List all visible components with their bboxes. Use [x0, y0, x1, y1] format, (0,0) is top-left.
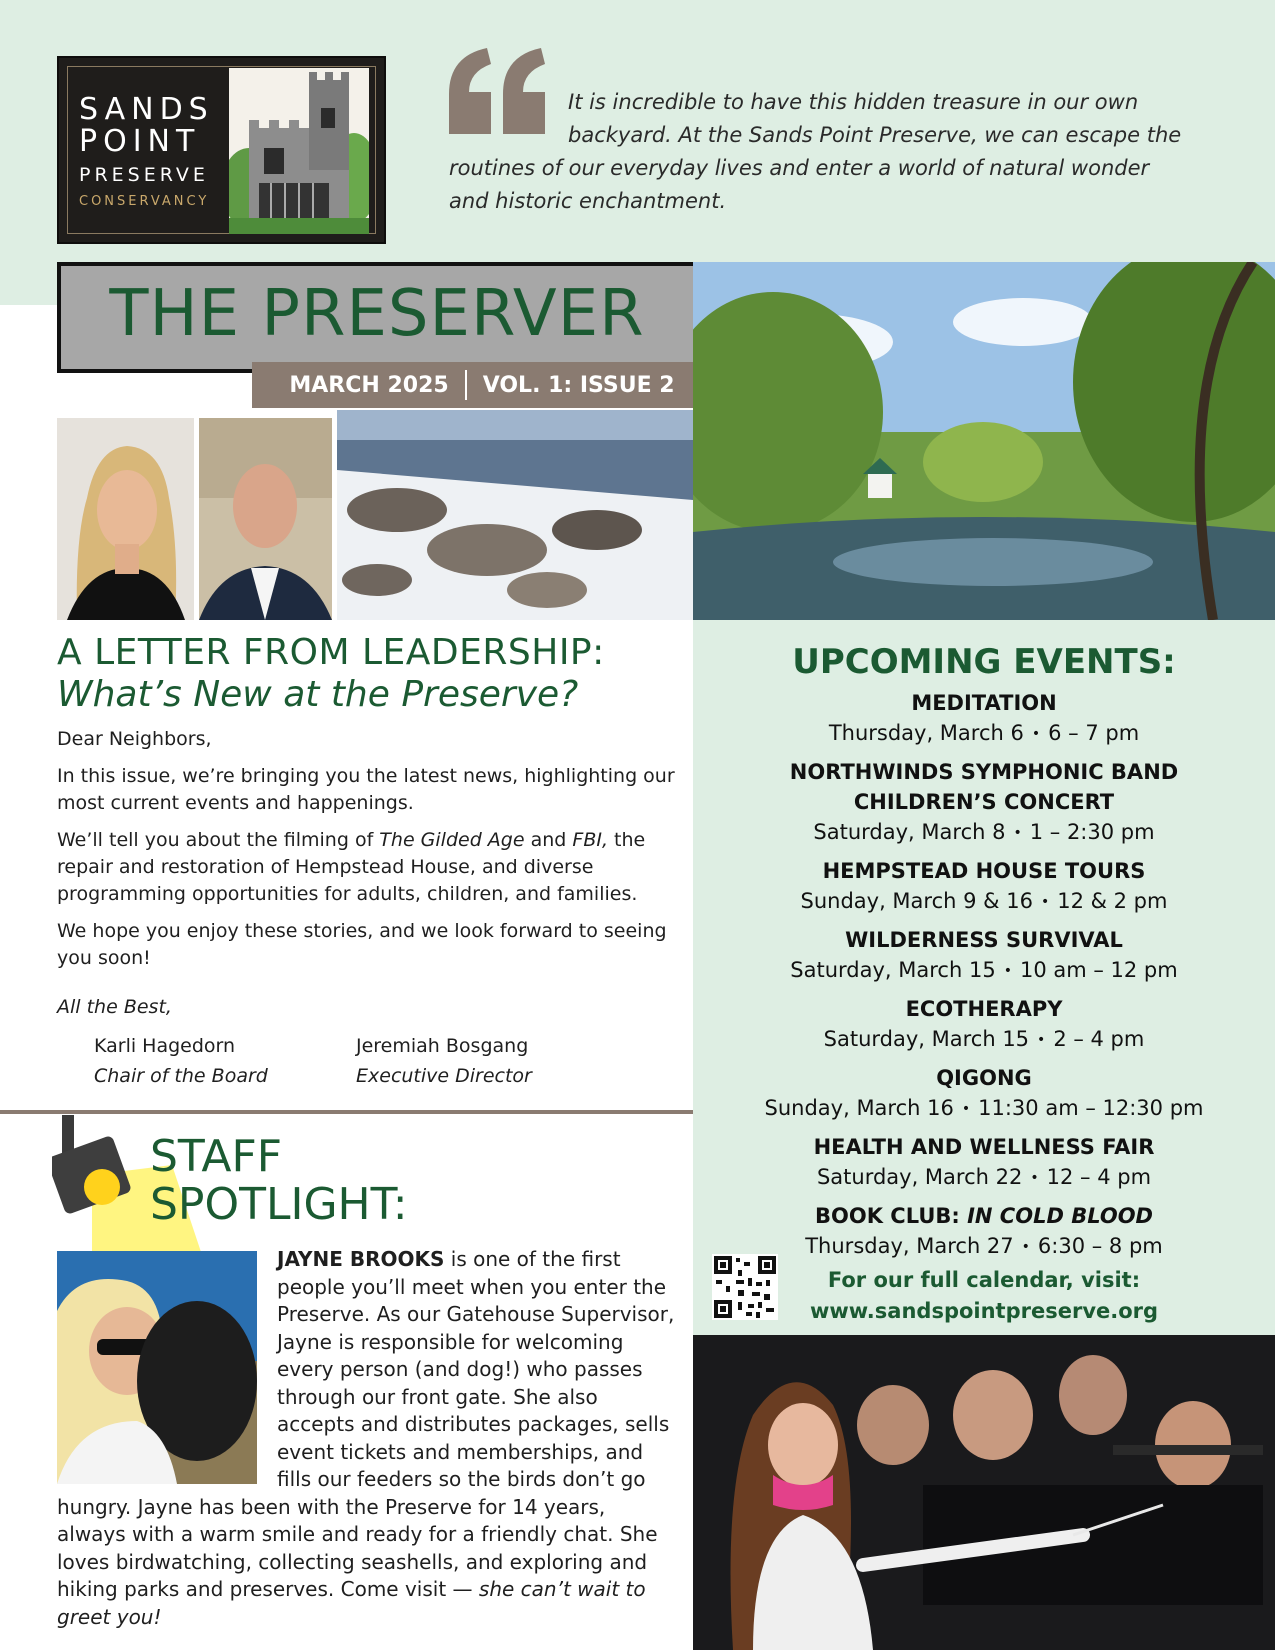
photo-pond-gazebo: [693, 262, 1275, 620]
event-item[interactable]: [693, 1201, 1275, 1262]
event-time: 12 & 2 pm: [1057, 889, 1168, 913]
photo-winter-shoreline: [337, 410, 693, 620]
event-day: Sunday, March 9 & 16: [800, 889, 1033, 913]
event-time: 1 – 2:30 pm: [1029, 820, 1155, 844]
spotlight-text: is one of the first people you’ll meet when you enter the Preserve. As our Gatehouse Supervisor, Jayne is responsible for welcoming every person (and dog!) who passes through our front gate. She also accepts and distributes packages, sells event tickets and memberships, and fills our feeders so the birds don’t go hungry. Jayne has been with the Preserve for 14 years, always with a warm smile and ready for a friendly chat. She loves birdwatching, collecting seashells, and exploring and hiking parks and preserves. Come visit —: [57, 1247, 675, 1601]
featured-quote: [449, 86, 1189, 218]
letter-paragraph-3: We hope you enjoy these stories, and we look forward to seeing you soon!: [57, 920, 667, 969]
logo-text-conservancy: CONSERVANCY: [79, 194, 210, 209]
issue-separator: [465, 370, 467, 400]
event-time: 2 – 4 pm: [1053, 1027, 1145, 1051]
event-when: [693, 886, 1275, 917]
quote-line-1: It is incredible to have this hidden treasure in our own backyard. At the Sands Point Preserve, we can escape the: [568, 90, 1182, 147]
sands-point-logo[interactable]: [57, 56, 386, 244]
staff-name: JAYNE BROOKS: [277, 1247, 445, 1271]
section-divider: [0, 1110, 693, 1114]
event-item[interactable]: [693, 994, 1275, 1055]
quote-line-2: routines of our everyday lives and enter a world of natural wonder and historic enchantment.: [449, 156, 1150, 213]
castle-illustration: [229, 68, 369, 234]
event-name-line-2: CHILDREN’S CONCERT: [853, 790, 1115, 814]
event-day: Sunday, March 16: [764, 1096, 954, 1120]
photo-jayne-brooks: [57, 1251, 257, 1484]
event-item[interactable]: [693, 856, 1275, 917]
spotlight-body: [57, 1246, 677, 1631]
letter-paragraph-1: In this issue, we’re bringing you the latest news, highlighting our most current events and happenings.: [57, 765, 675, 814]
signer-director: [356, 1031, 532, 1091]
event-name: ECOTHERAPY: [905, 997, 1063, 1021]
event-time: 11:30 am – 12:30 pm: [978, 1096, 1204, 1120]
photo-childrens-concert: [693, 1335, 1275, 1650]
letter-subheading: What’s New at the Preserve?: [57, 674, 579, 715]
event-item[interactable]: [693, 688, 1275, 749]
letter-greeting: Dear Neighbors,: [57, 728, 212, 750]
signer-role: Chair of the Board: [94, 1065, 268, 1087]
logo-text-point: POINT: [79, 124, 201, 159]
spotlight-heading-line-2: SPOTLIGHT:: [150, 1179, 408, 1230]
signer-role: Executive Director: [356, 1065, 532, 1087]
logo-text-preserve: PRESERVE: [79, 164, 209, 186]
event-item[interactable]: [693, 757, 1275, 848]
event-item[interactable]: [693, 925, 1275, 986]
event-when: [693, 1162, 1275, 1193]
bullet-separator: •: [1031, 726, 1041, 742]
event-item[interactable]: [693, 1132, 1275, 1193]
calendar-link[interactable]: www.sandspointpreserve.org: [809, 1299, 1159, 1323]
event-when: [693, 817, 1275, 848]
event-time: 6 – 7 pm: [1048, 721, 1140, 745]
event-day: Thursday, March 27: [805, 1234, 1014, 1258]
events-heading: UPCOMING EVENTS:: [792, 642, 1176, 682]
event-name: NORTHWINDS SYMPHONIC BAND: [789, 760, 1179, 784]
event-name: QIGONG: [936, 1066, 1032, 1090]
letter-heading: A LETTER FROM LEADERSHIP:: [57, 632, 605, 673]
event-name-prefix: BOOK CLUB:: [815, 1204, 968, 1228]
spotlight-heading: [150, 1133, 408, 1229]
event-time: 12 – 4 pm: [1046, 1165, 1152, 1189]
signer-chair: [94, 1031, 268, 1091]
event-when: [693, 955, 1275, 986]
issue-bar: [252, 362, 712, 408]
letter-paragraph-2: [57, 827, 677, 908]
event-when: [693, 1231, 1275, 1262]
bullet-separator: •: [1013, 825, 1022, 841]
event-day: Thursday, March 6: [828, 721, 1024, 745]
photo-karli-hagedorn: [57, 418, 194, 620]
event-day: Saturday, March 15: [823, 1027, 1030, 1051]
signer-name: Karli Hagedorn: [94, 1035, 236, 1057]
letter-p2-rest: the repair and restoration of Hempstead House, and diverse programming opportunities for adults, children, and families.: [57, 829, 646, 905]
event-day: Saturday, March 15: [790, 958, 996, 982]
logo-text-sands: SANDS: [79, 92, 214, 127]
event-when: [693, 1024, 1275, 1055]
events-list: [693, 688, 1275, 1270]
book-title: IN COLD BLOOD: [967, 1204, 1153, 1228]
issue-volume: VOL. 1: ISSUE 2: [482, 372, 675, 398]
bullet-separator: •: [1040, 894, 1050, 910]
spotlight-closing: she can’t wait to greet you!: [57, 1577, 646, 1629]
bullet-separator: •: [1030, 1170, 1039, 1186]
bullet-separator: •: [1037, 1032, 1046, 1048]
masthead-box: [57, 262, 697, 373]
spotlight-heading-line-1: STAFF: [150, 1131, 283, 1182]
newsletter-title: THE PRESERVER: [109, 277, 645, 351]
event-when: [693, 1093, 1275, 1124]
show-title-fbi: FBI,: [572, 829, 608, 851]
photo-jeremiah-bosgang: [199, 418, 332, 620]
show-title-gilded-age: The Gilded Age: [379, 829, 525, 851]
event-day: Saturday, March 8: [813, 820, 1006, 844]
letter-p2-and: and: [524, 829, 573, 851]
event-name: WILDERNESS SURVIVAL: [845, 928, 1123, 952]
event-time: 6:30 – 8 pm: [1037, 1234, 1163, 1258]
issue-date: MARCH 2025: [289, 372, 449, 398]
bullet-separator: •: [961, 1101, 971, 1117]
event-item[interactable]: [693, 1063, 1275, 1124]
event-name: [693, 1201, 1275, 1231]
event-time: 10 am – 12 pm: [1019, 958, 1178, 982]
bullet-separator: •: [1021, 1239, 1030, 1255]
letter-body: [57, 726, 677, 982]
signer-name: Jeremiah Bosgang: [356, 1035, 529, 1057]
event-when: [693, 718, 1275, 749]
event-name: MEDITATION: [911, 691, 1057, 715]
calendar-label: For our full calendar, visit:: [827, 1268, 1141, 1292]
event-name: HEALTH AND WELLNESS FAIR: [813, 1135, 1155, 1159]
letter-p2-text: We’ll tell you about the filming of: [57, 829, 380, 851]
bullet-separator: •: [1003, 963, 1012, 979]
letter-signoff: All the Best,: [57, 996, 172, 1018]
event-day: Saturday, March 22: [816, 1165, 1023, 1189]
event-name: HEMPSTEAD HOUSE TOURS: [822, 859, 1146, 883]
